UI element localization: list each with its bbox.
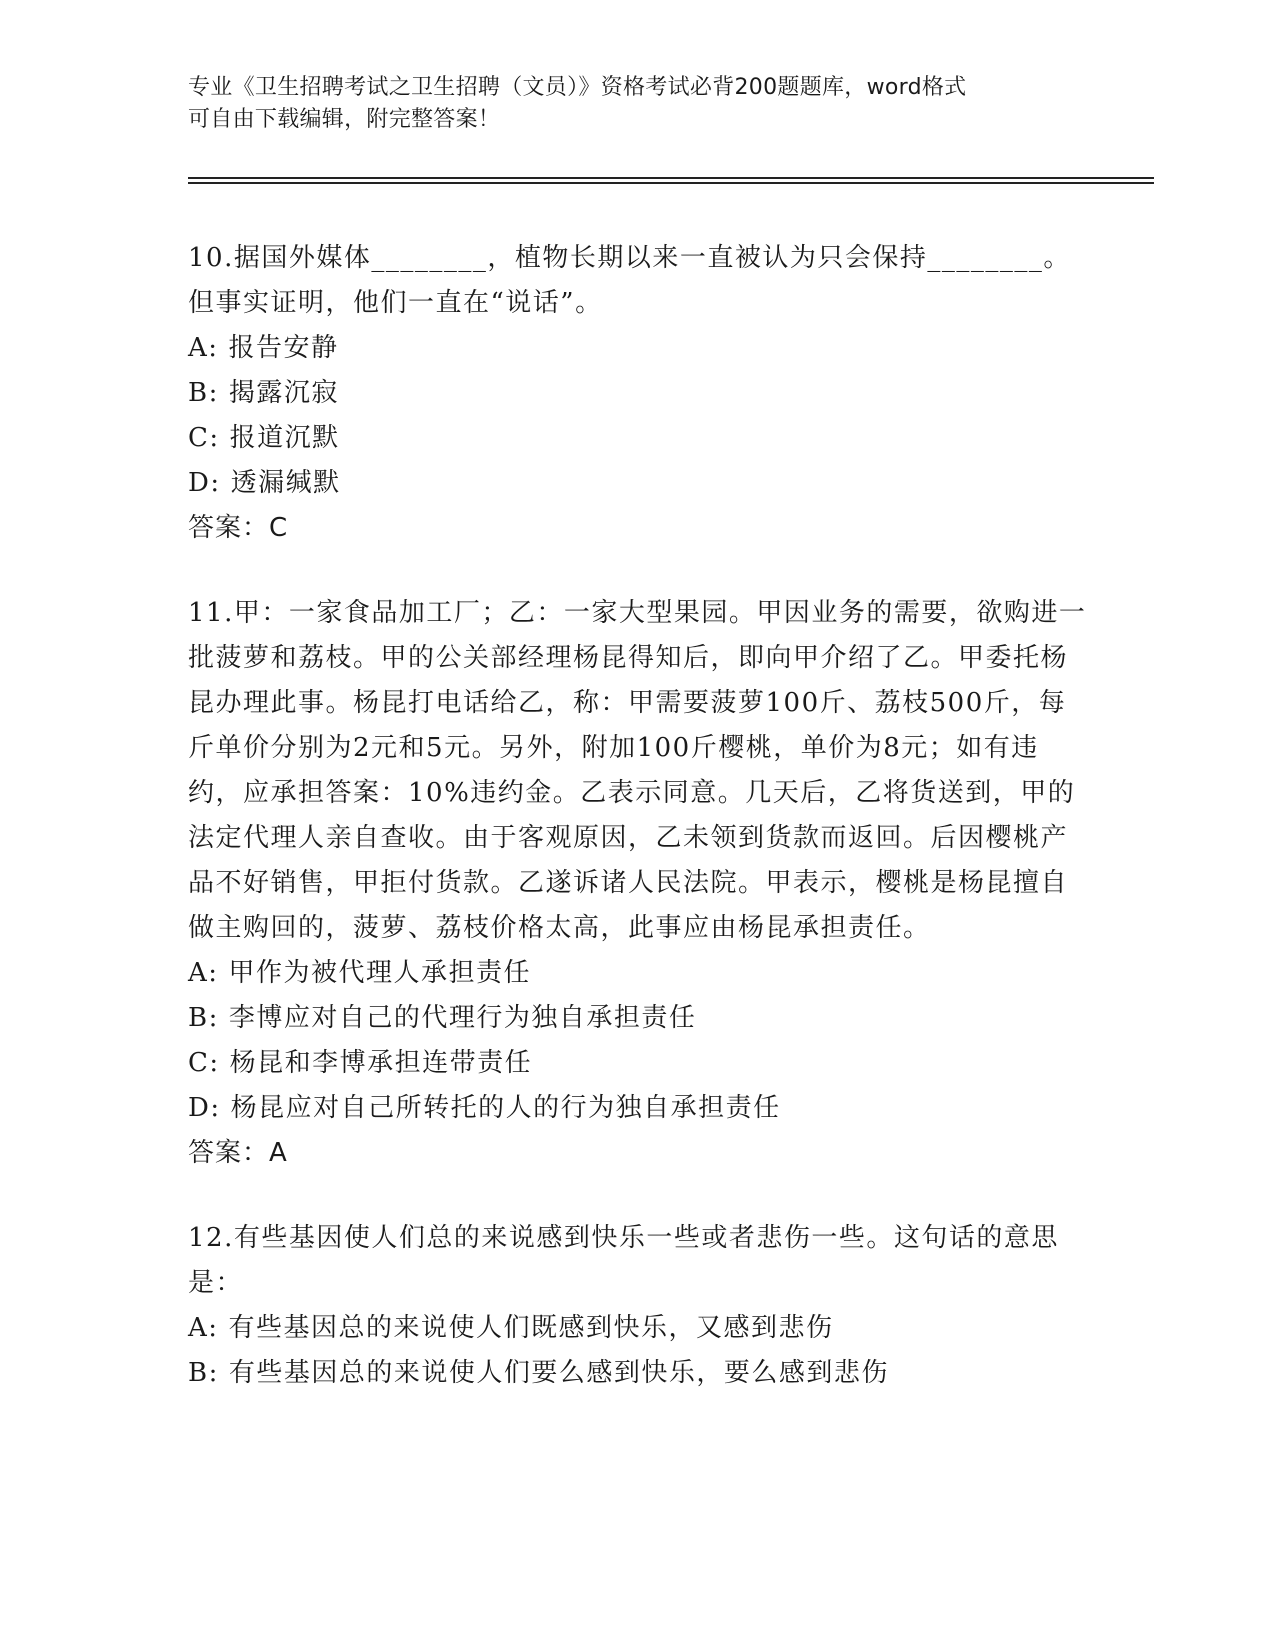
option-b bbox=[188, 371, 1088, 416]
option-key: C: bbox=[188, 423, 220, 453]
option-text: 李博应对自己的代理行为独自承担责任 bbox=[228, 1003, 697, 1033]
option-text: 有些基因总的来说使人们要么感到快乐，要么感到悲伤 bbox=[228, 1358, 889, 1388]
option-text: 报道沉默 bbox=[229, 423, 340, 453]
header-line-1: 专业《卫生招聘考试之卫生招聘（文员）》资格考试必背200题题库，word格式 bbox=[188, 75, 967, 100]
header-divider-bottom bbox=[188, 182, 1154, 184]
option-key: D: bbox=[188, 1093, 221, 1123]
option-d bbox=[188, 1086, 1088, 1131]
answer-line: 答案：A bbox=[188, 1138, 288, 1168]
option-text: 甲作为被代理人承担责任 bbox=[228, 958, 532, 988]
option-text: 报告安静 bbox=[228, 333, 339, 363]
option-c bbox=[188, 416, 1088, 461]
option-a bbox=[188, 326, 1088, 371]
option-b bbox=[188, 996, 1088, 1041]
question-stem: 11.甲：一家食品加工厂；乙：一家大型果园。甲因业务的需要，欲购进一批菠萝和荔枝。甲的公关部经理杨昆得知后，即向甲介绍了乙。甲委托杨昆办理此事。杨昆打电话给乙，称：甲需要菠萝100斤、荔枝500斤，每斤单价分别为2元和5元。另外，附加100斤樱桃，单价为8元；如有违约，应承担答案：10%违约金。乙表示同意。几天后，乙将货送到，甲的法定代理人亲自查收。由于客观原因，乙未领到货款而返回。后因樱桃产品不好销售，甲拒付货款。乙遂诉诸人民法院。甲表示，樱桃是杨昆擅自做主购回的，菠萝、荔枝价格太高，此事应由杨昆承担责任。 bbox=[188, 598, 1087, 943]
question-stem: 10.据国外媒体________，植物长期以来一直被认为只会保持________。但事实证明，他们一直在“说话”。 bbox=[188, 243, 1071, 318]
question-11 bbox=[188, 591, 1088, 1176]
question-list bbox=[188, 236, 1088, 1436]
document-header bbox=[188, 72, 1068, 136]
option-key: C: bbox=[188, 1048, 220, 1078]
option-text: 透漏缄默 bbox=[230, 468, 341, 498]
question-10 bbox=[188, 236, 1088, 551]
option-key: D: bbox=[188, 468, 221, 498]
option-text: 杨昆应对自己所转托的人的行为独自承担责任 bbox=[230, 1093, 781, 1123]
option-key: A: bbox=[188, 333, 219, 363]
header-divider-top bbox=[188, 177, 1154, 179]
option-text: 杨昆和李博承担连带责任 bbox=[229, 1048, 533, 1078]
option-text: 有些基因总的来说使人们既感到快乐，又感到悲伤 bbox=[228, 1313, 834, 1343]
option-key: A: bbox=[188, 1313, 219, 1343]
option-a bbox=[188, 1306, 1088, 1351]
option-text: 揭露沉寂 bbox=[228, 378, 339, 408]
question-12 bbox=[188, 1216, 1088, 1396]
option-b bbox=[188, 1351, 1088, 1396]
header-line-2: 可自由下载编辑，附完整答案！ bbox=[188, 107, 501, 132]
option-key: B: bbox=[188, 1358, 219, 1388]
option-c bbox=[188, 1041, 1088, 1086]
option-key: A: bbox=[188, 958, 219, 988]
option-a bbox=[188, 951, 1088, 996]
option-d bbox=[188, 461, 1088, 506]
option-key: B: bbox=[188, 378, 219, 408]
option-key: B: bbox=[188, 1003, 219, 1033]
answer-line: 答案：C bbox=[188, 513, 289, 543]
question-stem: 12.有些基因使人们总的来说感到快乐一些或者悲伤一些。这句话的意思是： bbox=[188, 1223, 1059, 1298]
